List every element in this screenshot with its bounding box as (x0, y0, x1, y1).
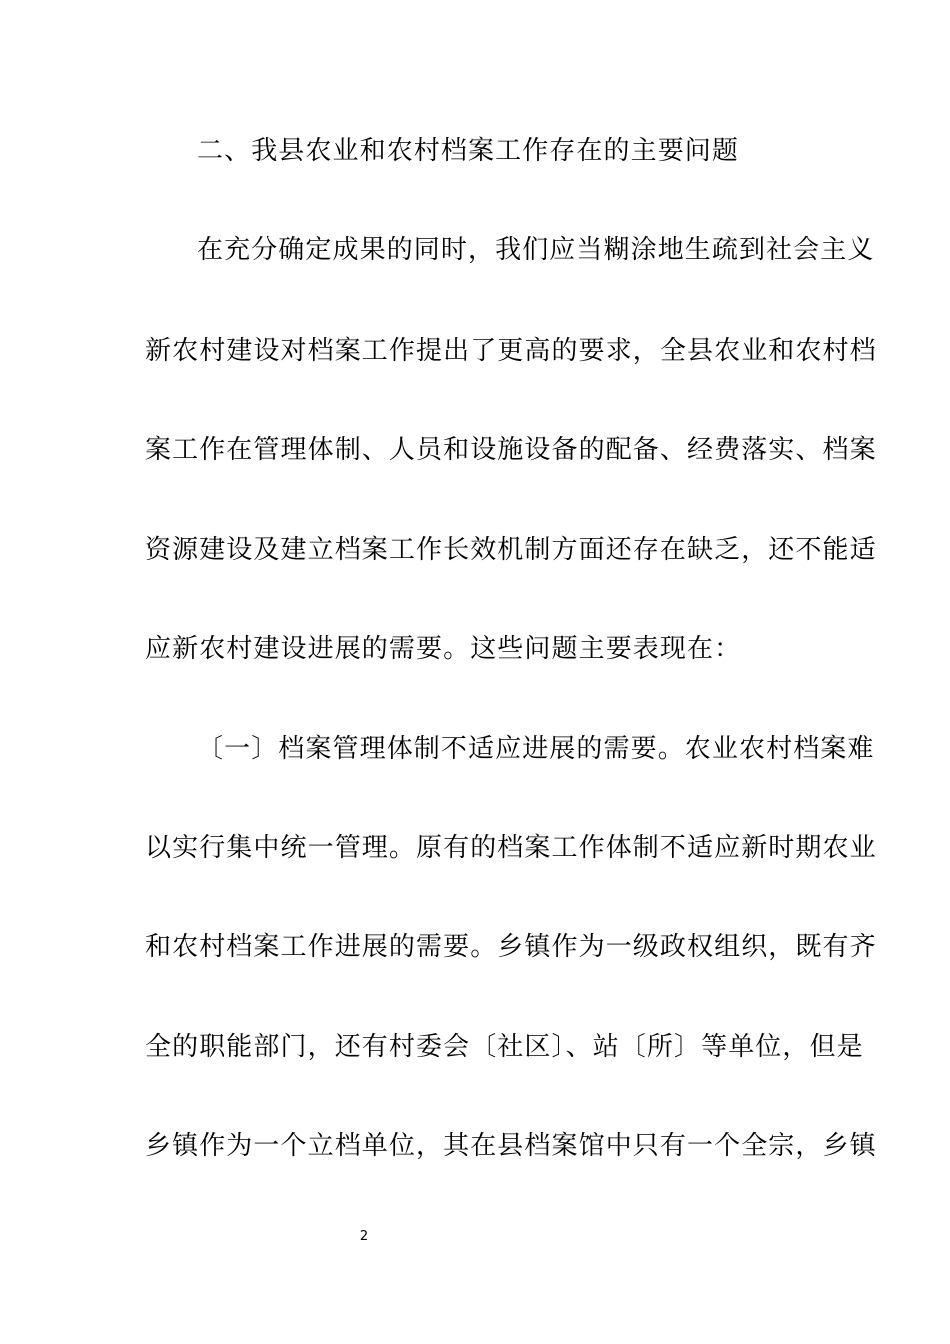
paragraph-line: 资源建设及建立档案工作长效机制方面还存在缺乏，还不能适 (145, 535, 877, 565)
paragraph-line: 在充分确定成果的同时，我们应当糊涂地生疏到社会主义 (197, 235, 875, 265)
paragraph-line: 案工作在管理体制、人员和设施设备的配备、经费落实、档案 (145, 435, 877, 465)
paragraph-line: 和农村档案工作进展的需要。乡镇作为一级政权组织，既有齐 (145, 932, 877, 962)
section-heading: 二、我县农业和农村档案工作存在的主要问题 (197, 136, 740, 166)
paragraph-line: 全的职能部门，还有村委会〔社区〕、站〔所〕等单位，但是 (145, 1032, 864, 1062)
paragraph-line: 乡镇作为一个立档单位，其在县档案馆中只有一个全宗，乡镇 (145, 1131, 877, 1161)
paragraph-line: 以实行集中统一管理。原有的档案工作体制不适应新时期农业 (145, 833, 877, 863)
paragraph-line: 〔一〕档案管理体制不适应进展的需要。农业农村档案难 (197, 734, 875, 764)
paragraph-line: 新农村建设对档案工作提出了更高的要求，全县农业和农村档 (145, 336, 877, 366)
page-number: 2 (359, 1229, 369, 1244)
paragraph-line: 应新农村建设进展的需要。这些问题主要表现在： (145, 634, 742, 664)
